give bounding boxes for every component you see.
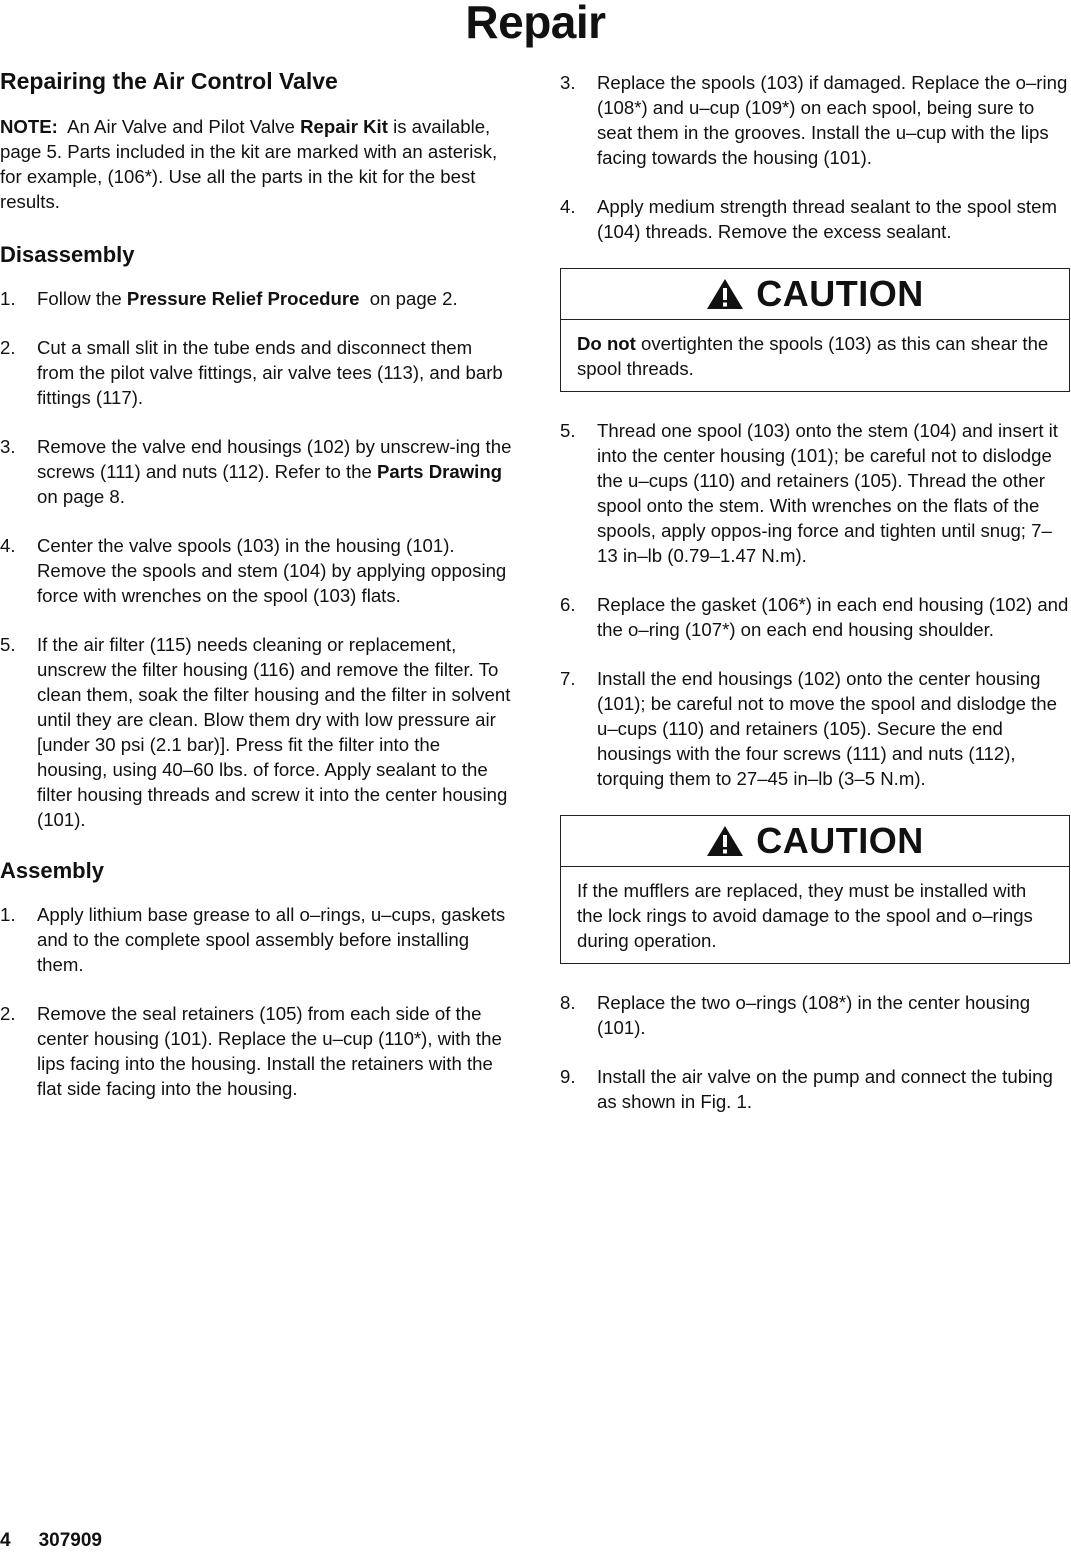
assembly-step-8 — [560, 990, 1070, 1040]
step-text: Apply lithium base grease to all o–rings, u–cups, gaskets and to the complete spool assembly before installing them. — [37, 904, 506, 975]
step-text: Thread one spool (103) onto the stem (104) and insert it into the center housing (101); be careful not to dislodge the u–cups (110) and retainers (105). Thread the other spool onto the stem. With wrenches on the flats of the spools, apply oppos-ing force and tighten until snug; 7–13 in–lb (0.79–1.47 N.m). — [597, 420, 1058, 566]
disassembly-title: Disassembly — [0, 242, 135, 267]
assembly-title: Assembly — [0, 858, 104, 883]
step-number: 3. — [0, 436, 16, 457]
caution-text: overtighten the spools (103) as this can shear the spool threads. — [577, 333, 1049, 379]
step-number: 8. — [560, 992, 576, 1013]
assembly-step-7 — [560, 666, 1070, 791]
pressure-relief-reference: Pressure Relief Procedure — [126, 288, 360, 309]
assembly-step-3 — [560, 70, 1070, 170]
note-text-pre: An Air Valve and Pilot Valve — [67, 116, 295, 137]
step-number: 6. — [560, 594, 576, 615]
step-number: 1. — [0, 904, 16, 925]
step-text: Cut a small slit in the tube ends and disconnect them from the pilot valve fittings, air valve tees (113), and barb fittings (117). — [37, 337, 503, 408]
right-column — [560, 70, 1070, 1138]
step-number: 1. — [0, 288, 16, 309]
caution-box-spools — [560, 268, 1070, 392]
step-text: on page 2. — [369, 288, 458, 309]
caution-box-mufflers — [560, 815, 1070, 964]
step-number: 7. — [560, 668, 576, 689]
step-text: Center the valve spools (103) in the housing (101). Remove the spools and stem (104) by applying opposing force with wrenches on the spool (103) flats. — [37, 535, 507, 606]
warning-triangle-icon — [706, 278, 744, 310]
caution-header — [561, 816, 1069, 867]
step-number: 3. — [560, 72, 576, 93]
disassembly-step-4 — [0, 533, 512, 608]
step-number: 5. — [560, 420, 576, 441]
disassembly-step-3 — [0, 434, 512, 509]
step-text: Replace the gasket (106*) in each end housing (102) and the o–ring (107*) on each end housing shoulder. — [597, 594, 1069, 640]
step-text: Remove the valve end housings (102) by unscrew-ing the screws (111) and nuts (112). Refer to the — [37, 436, 512, 482]
step-number: 5. — [0, 634, 16, 655]
repair-kit-note — [0, 114, 512, 214]
assembly-step-2 — [0, 1001, 512, 1101]
assembly-step-1 — [0, 902, 512, 977]
assembly-step-9 — [560, 1064, 1070, 1114]
page-title: Repair — [465, 0, 606, 48]
note-repair-kit: Repair Kit — [300, 116, 388, 137]
step-text: Apply medium strength thread sealant to the spool stem (104) threads. Remove the excess sealant. — [597, 196, 1057, 242]
note-text-post: is available, page 5. Parts included in the kit are marked with an asterisk, for example, (106*). Use all the parts in the kit for the best results. — [0, 116, 498, 212]
assembly-step-6 — [560, 592, 1070, 642]
assembly-step-5 — [560, 418, 1070, 568]
step-text: Remove the seal retainers (105) from each side of the center housing (101). Replace the u–cup (110*), with the lips facing into the housing. Install the retainers with the flat side facing into the housing. — [37, 1003, 502, 1099]
caution-heading: CAUTION — [756, 820, 924, 861]
step-text: Install the end housings (102) onto the center housing (101); be careful not to move the spool and dislodge the u–cups (110) and retainers (105). Secure the end housings with the four screws (111) and nuts (112), torquing them to 27–45 in–lb (3–5 N.m). — [597, 668, 1057, 789]
caution-body — [561, 867, 1069, 963]
disassembly-steps — [0, 286, 512, 832]
caution-header — [561, 269, 1069, 320]
assembly-steps-final — [560, 990, 1070, 1114]
step-text: Replace the spools (103) if damaged. Replace the o–ring (108*) and u–cup (109*) on each spool, being sure to seat them in the grooves. Install the u–cup with the lips facing towards the housing (101). — [597, 72, 1068, 168]
caution-emphasis: Do not — [577, 333, 636, 354]
assembly-steps-right — [560, 70, 1070, 244]
left-column — [0, 66, 512, 1125]
step-text: Install the air valve on the pump and connect the tubing as shown in Fig. 1. — [597, 1066, 1053, 1112]
step-number: 9. — [560, 1066, 576, 1087]
document-number: 307909 — [38, 1530, 102, 1551]
caution-text: If the mufflers are replaced, they must be installed with the lock rings to avoid damage to the spool and o–rings during operation. — [577, 880, 1033, 951]
step-number: 4. — [560, 196, 576, 217]
disassembly-step-5 — [0, 632, 512, 832]
assembly-steps-right-continued — [560, 418, 1070, 791]
step-text: Follow the — [37, 288, 122, 309]
assembly-step-4 — [560, 194, 1070, 244]
assembly-steps-left — [0, 902, 512, 1101]
disassembly-step-2 — [0, 335, 512, 410]
warning-triangle-icon — [706, 825, 744, 857]
step-text: If the air filter (115) needs cleaning or replacement, unscrew the filter housing (116) and remove the filter. To clean them, soak the filter housing and the filter in solvent until they are clean. Blow them dry with low pressure air [under 30 psi (2.1 bar)]. Press fit the filter into the housing, using 40–60 lbs. of force. Apply sealant to the filter housing threads and screw it into the center housing (101). — [37, 634, 511, 830]
step-number: 2. — [0, 1003, 16, 1024]
page-number: 4 — [0, 1530, 11, 1551]
note-label: NOTE: — [0, 116, 58, 137]
caution-heading: CAUTION — [756, 273, 924, 314]
step-text: on page 8. — [37, 486, 125, 507]
caution-body — [561, 320, 1069, 391]
step-number: 4. — [0, 535, 16, 556]
disassembly-step-1 — [0, 286, 512, 311]
page-footer — [0, 1530, 130, 1552]
parts-drawing-reference: Parts Drawing — [377, 461, 503, 482]
step-number: 2. — [0, 337, 16, 358]
step-text: Replace the two o–rings (108*) in the center housing (101). — [597, 992, 1031, 1038]
section-title: Repairing the Air Control Valve — [0, 68, 338, 94]
